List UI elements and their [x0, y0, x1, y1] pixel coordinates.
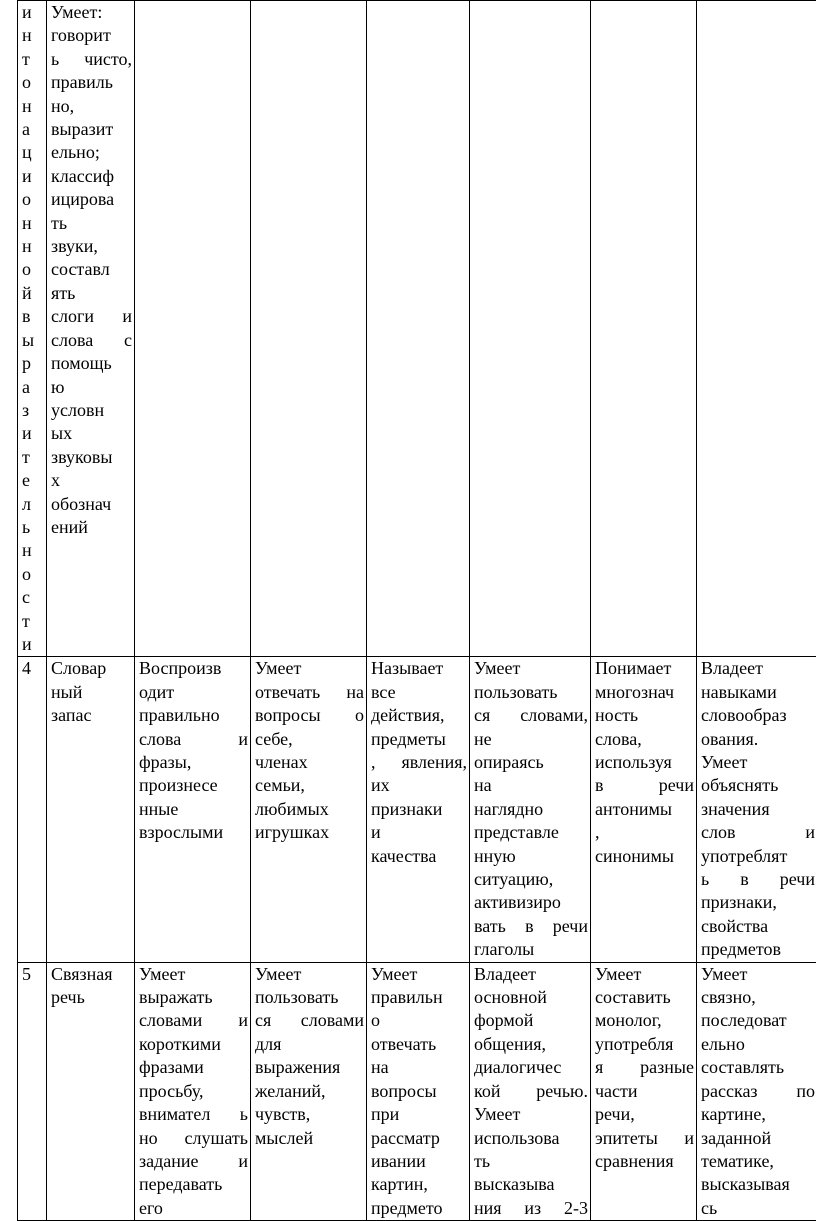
- cell-line: наглядно: [474, 798, 544, 819]
- cell-line: рассматр: [371, 1127, 440, 1148]
- table-cell: [135, 1, 251, 657]
- cell-line: , явления,: [371, 752, 467, 772]
- cell-line: помощь: [51, 353, 112, 374]
- vertical-letter: н: [22, 236, 32, 257]
- table-cell: [47, 1, 135, 657]
- cell-line: короткими: [139, 1033, 221, 1054]
- cell-line: навыками: [701, 681, 777, 702]
- cell-line: речи,: [595, 1104, 635, 1125]
- vertical-letter: о: [22, 259, 31, 280]
- criteria-table: [17, 0, 816, 1221]
- table-cell: [591, 962, 697, 1220]
- cell-line: слова и: [139, 728, 248, 749]
- cell-line: тематике,: [701, 1150, 774, 1171]
- cell-line: свойства: [701, 915, 769, 936]
- cell-line: слова с: [51, 329, 132, 350]
- cell-line: ный: [51, 681, 83, 702]
- cell-line: диалогичес: [474, 1057, 562, 1078]
- cell-line: Владеет: [474, 963, 536, 984]
- cell-line: слова,: [595, 728, 642, 749]
- cell-line: говорит: [51, 25, 111, 46]
- cell-line: составлять: [701, 1057, 785, 1078]
- vertical-letter: н: [22, 212, 32, 233]
- cell-line: обознач: [51, 493, 112, 514]
- table-cell: [251, 657, 367, 962]
- cell-line: высказывая: [701, 1174, 790, 1195]
- vertical-letter: а: [22, 376, 30, 397]
- cell-line: многознач: [595, 681, 675, 702]
- cell-line: я разные: [595, 1057, 694, 1078]
- cell-line: употребля: [595, 1033, 674, 1054]
- cell-line: антонимы: [595, 798, 673, 819]
- cell-line: сь: [701, 1197, 718, 1218]
- cell-line: слоги и: [51, 306, 132, 327]
- cell-line: ,: [595, 822, 600, 843]
- cell-line: запас: [51, 705, 92, 726]
- cell-line: чувств,: [255, 1104, 311, 1125]
- cell-line: при: [371, 1104, 400, 1125]
- cell-line: использова: [474, 1127, 560, 1148]
- table-cell: [470, 962, 591, 1220]
- cell-line: пользовать: [474, 681, 558, 702]
- table-row: [18, 1, 816, 657]
- row-number: 4: [18, 657, 47, 962]
- vertical-letter: л: [22, 493, 31, 514]
- cell-line: х: [51, 470, 60, 491]
- cell-line: фразы,: [139, 752, 192, 772]
- table-cell: [470, 1, 591, 657]
- cell-line: отвечать: [371, 1033, 437, 1054]
- table-cell: [251, 1, 367, 657]
- cell-line: вопросы: [371, 1080, 437, 1101]
- vertical-letter: й: [22, 282, 32, 303]
- cell-line: сравнения: [595, 1150, 674, 1171]
- vertical-letter: о: [22, 563, 31, 584]
- vertical-letter: н: [22, 95, 32, 116]
- vertical-letter: и: [22, 2, 32, 22]
- cell-line: в речи: [595, 775, 694, 796]
- table-cell: [47, 962, 135, 1220]
- cell-line: картин,: [371, 1174, 428, 1195]
- table-cell: [251, 962, 367, 1220]
- cell-line: ования.: [701, 728, 759, 749]
- table-cell: [367, 1, 470, 657]
- vertical-letter: т: [22, 610, 30, 631]
- cell-line: передавать: [139, 1174, 223, 1195]
- table-cell: [591, 657, 697, 962]
- cell-line: ицирова: [51, 189, 115, 210]
- table-cell: [470, 657, 591, 962]
- cell-line: себе,: [255, 728, 293, 749]
- cell-line: ь чисто,: [51, 48, 132, 69]
- cell-line: значения: [701, 798, 770, 819]
- table-cell: [47, 657, 135, 962]
- cell-line: условн: [51, 399, 105, 420]
- cell-line: нную: [474, 845, 516, 866]
- cell-line: монолог,: [595, 1010, 662, 1031]
- cell-line: слов и: [701, 822, 815, 843]
- table-cell: [697, 1, 816, 657]
- cell-line: действия,: [371, 705, 445, 726]
- vertical-letter: н: [22, 25, 32, 46]
- cell-line: и: [371, 822, 381, 843]
- cell-line: задание и: [139, 1150, 248, 1171]
- cell-line: Умеет: [139, 963, 186, 984]
- cell-line: классиф: [51, 165, 114, 186]
- cell-line: глаголы: [474, 939, 535, 960]
- cell-line: ся словами,: [474, 705, 588, 726]
- cell-line: ся словами: [255, 1010, 364, 1031]
- cell-line: их: [371, 775, 390, 796]
- table-cell: [367, 657, 470, 962]
- table-row: [18, 962, 816, 1220]
- cell-line: фразами: [139, 1057, 204, 1078]
- cell-line: ь в речи: [701, 869, 815, 890]
- cell-line: последоват: [701, 1010, 787, 1031]
- vertical-letter: о: [22, 189, 31, 210]
- cell-line: составить: [595, 987, 671, 1008]
- vertical-letter: ы: [22, 329, 35, 350]
- vertical-text: [22, 1, 44, 656]
- table-cell: [135, 657, 251, 962]
- cell-line: пользовать: [255, 987, 339, 1008]
- cell-line: объяснять: [701, 775, 779, 796]
- cell-line: одит: [139, 681, 175, 702]
- cell-line: ельно: [701, 1033, 745, 1054]
- vertical-letter: з: [22, 399, 30, 420]
- cell-line: звуки,: [51, 236, 98, 257]
- table-cell: [591, 1, 697, 657]
- cell-line: качества: [371, 845, 437, 866]
- cell-line: отвечать на: [255, 681, 364, 702]
- cell-line: но,: [51, 95, 75, 116]
- cell-line: о: [371, 1010, 380, 1031]
- cell-line: выражать: [139, 987, 213, 1008]
- cell-line: Умеет: [371, 963, 418, 984]
- cell-line: предмето: [371, 1197, 443, 1218]
- cell-line: Умеет: [474, 658, 521, 679]
- cell-line: Владеет: [701, 658, 763, 679]
- cell-line: Умеет: [595, 963, 642, 984]
- cell-line: Умеет: [701, 963, 748, 984]
- cell-line: Умеет: [255, 658, 302, 679]
- cell-line: связно,: [701, 987, 756, 1008]
- vertical-letter: т: [22, 48, 30, 69]
- vertical-letter: н: [22, 540, 32, 561]
- cell-line: словами и: [139, 1010, 248, 1031]
- table-cell: [367, 962, 470, 1220]
- vertical-letter: и: [22, 633, 32, 654]
- cell-line: Умеет: [701, 752, 748, 772]
- cell-line: звуковы: [51, 446, 113, 467]
- cell-line: признаки: [371, 798, 443, 819]
- cell-line: игрушках: [255, 822, 330, 843]
- table-cell: [135, 962, 251, 1220]
- cell-line: на: [371, 1057, 389, 1078]
- cell-line: ситуацию,: [474, 869, 554, 890]
- cell-line: активизиро: [474, 892, 561, 913]
- cell-line: выразит: [51, 119, 114, 140]
- vertical-letter: ь: [22, 516, 31, 537]
- vertical-cell: [18, 1, 47, 657]
- cell-line: не: [474, 728, 492, 749]
- cell-line: заданной: [701, 1127, 772, 1148]
- cell-line: части: [595, 1080, 638, 1101]
- cell-line: вать в речи: [474, 915, 588, 936]
- cell-line: Воспроизв: [139, 658, 222, 679]
- cell-line: любимых: [255, 798, 329, 819]
- cell-line: Называет: [371, 658, 444, 679]
- cell-line: ивании: [371, 1150, 426, 1171]
- cell-line: эпитеты и: [595, 1127, 694, 1148]
- cell-line: внимател ь: [139, 1104, 248, 1125]
- vertical-letter: и: [22, 423, 32, 444]
- cell-line: словообраз: [701, 705, 787, 726]
- cell-line: членах: [255, 752, 308, 772]
- vertical-letter: с: [22, 587, 30, 608]
- cell-line: произнесе: [139, 775, 218, 796]
- cell-line: просьбу,: [139, 1080, 204, 1101]
- cell-line: нные: [139, 798, 179, 819]
- cell-line: но слушать: [139, 1127, 248, 1148]
- vertical-letter: о: [22, 72, 31, 93]
- cell-line: выражения: [255, 1057, 341, 1078]
- cell-line: Умеет: [255, 963, 302, 984]
- cell-line: составл: [51, 259, 110, 280]
- cell-line: опираясь: [474, 752, 544, 772]
- cell-line: взрослыми: [139, 822, 224, 843]
- cell-line: представле: [474, 822, 559, 843]
- cell-line: предметов: [701, 939, 782, 960]
- cell-line: предметы: [371, 728, 446, 749]
- cell-line: используя: [595, 752, 672, 772]
- cell-line: мыслей: [255, 1127, 314, 1148]
- cell-line: его: [139, 1197, 163, 1218]
- cell-line: ельно;: [51, 142, 100, 163]
- cell-line: высказыва: [474, 1174, 555, 1195]
- cell-line: на: [474, 775, 492, 796]
- cell-line: признаки,: [701, 892, 777, 913]
- cell-line: речь: [51, 987, 85, 1008]
- cell-line: ть: [51, 212, 68, 233]
- cell-line: правиль: [51, 72, 113, 93]
- vertical-letter: т: [22, 446, 30, 467]
- cell-line: ность: [595, 705, 639, 726]
- cell-line: ых: [51, 423, 73, 444]
- cell-line: ть: [474, 1150, 491, 1171]
- cell-line: употреблят: [701, 845, 788, 866]
- cell-line: Умеет:: [51, 2, 103, 22]
- cell-line: Умеет: [474, 1104, 521, 1125]
- vertical-letter: и: [22, 165, 32, 186]
- cell-line: правильно: [139, 705, 220, 726]
- vertical-letter: р: [22, 353, 31, 374]
- vertical-letter: ц: [22, 142, 32, 163]
- table-cell: [697, 657, 816, 962]
- cell-line: ений: [51, 516, 88, 537]
- table-cell: [697, 962, 816, 1220]
- cell-line: кой речью.: [474, 1080, 588, 1101]
- cell-line: правильн: [371, 987, 443, 1008]
- vertical-letter: а: [22, 119, 30, 140]
- cell-line: Понимает: [595, 658, 672, 679]
- cell-line: Словар: [51, 658, 107, 679]
- cell-line: Связная: [51, 963, 113, 984]
- cell-line: формой: [474, 1010, 534, 1031]
- table-row: [18, 657, 816, 962]
- cell-line: семьи,: [255, 775, 305, 796]
- cell-line: ю: [51, 376, 65, 397]
- cell-line: синонимы: [595, 845, 675, 866]
- cell-line: вопросы о: [255, 705, 364, 726]
- cell-line: картине,: [701, 1104, 766, 1125]
- cell-line: ять: [51, 282, 76, 303]
- vertical-letter: е: [22, 470, 30, 491]
- cell-line: ния из 2-3: [474, 1197, 588, 1218]
- row-number: 5: [18, 962, 47, 1220]
- cell-line: для: [255, 1033, 282, 1054]
- cell-line: общения,: [474, 1033, 547, 1054]
- vertical-letter: в: [22, 306, 31, 327]
- cell-line: основной: [474, 987, 547, 1008]
- cell-line: рассказ по: [701, 1080, 815, 1101]
- cell-line: желаний,: [255, 1080, 326, 1101]
- cell-line: все: [371, 681, 396, 702]
